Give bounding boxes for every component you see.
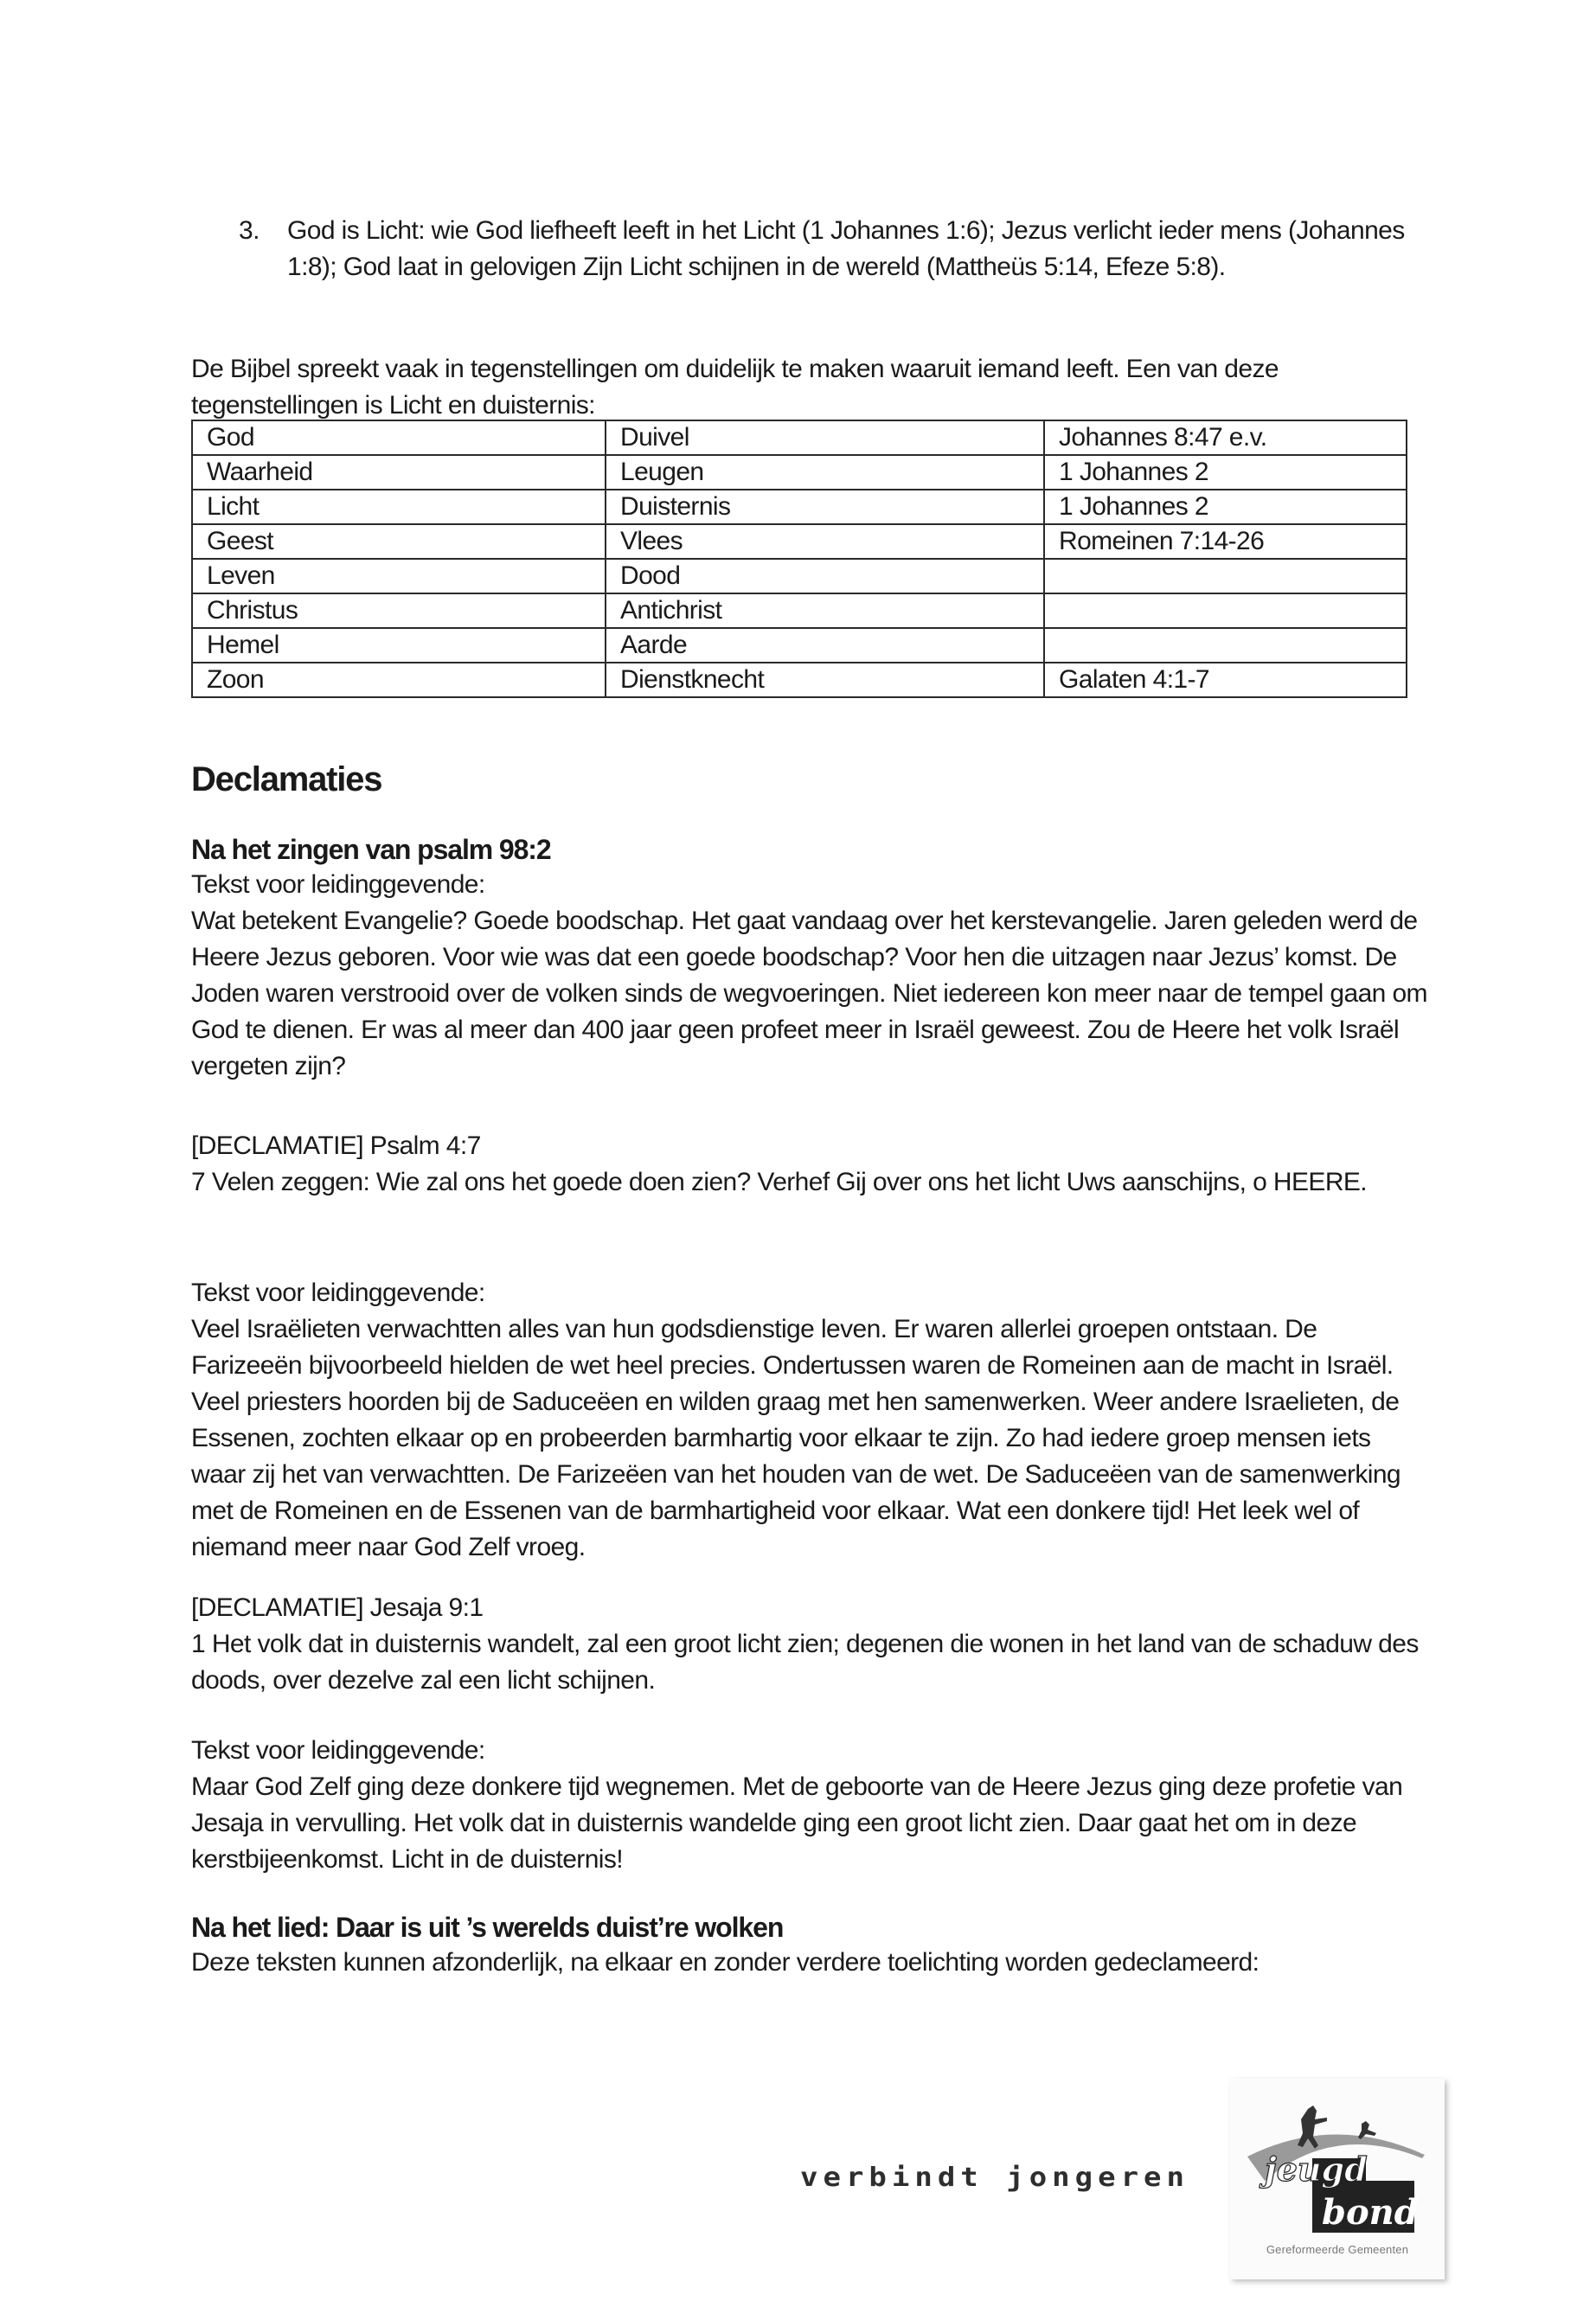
table-cell-opposite: Antichrist: [606, 593, 1044, 628]
logo-word-bond: bond: [1322, 2192, 1419, 2233]
table-cell-reference: Johannes 8:47 e.v.: [1044, 420, 1407, 455]
intro-paragraph: De Bijbel spreekt vaak in tegenstellingen om duidelijk te maken waaruit iemand leeft. Een van deze tegenstellingen is Licht en duisternis:: [191, 355, 1279, 420]
table-cell-opposite: Vlees: [606, 524, 1044, 559]
table-cell-opposite: Duisternis: [606, 490, 1044, 524]
table-cell-concept: Christus: [192, 593, 606, 628]
subheading-song: Na het lied: Daar is uit ’s werelds duist’re wolken: [191, 1912, 784, 1943]
table-cell-concept: Leven: [192, 559, 606, 593]
declamation-text: 7 Velen zeggen: Wie zal ons het goede doen zien? Verhef Gij over ons het licht Uws aanschijns, o HEERE.: [191, 1168, 1368, 1196]
table-row: [192, 559, 1407, 593]
declamation-reference: [DECLAMATIE] Jesaja 9:1: [191, 1593, 484, 1622]
table-row: [192, 663, 1407, 697]
leader-text: Maar God Zelf ging deze donkere tijd wegnemen. Met de geboorte van de Heere Jezus ging deze profetie van Jesaja in vervulling. Het volk dat in duisternis wandelde ging een groot licht zien. Daar gaat het om in deze kerstbijeenkomst. Licht in de duisternis!: [191, 1772, 1403, 1874]
leader-label: Tekst voor leidinggevende:: [191, 1736, 485, 1765]
table-row: [192, 524, 1407, 559]
table-cell-concept: Hemel: [192, 628, 606, 663]
leader-label: Tekst voor leidinggevende:: [191, 1279, 485, 1307]
leader-text-block-3: [191, 1733, 1428, 1878]
leader-text: Wat betekent Evangelie? Goede boodschap. Het gaat vandaag over het kerstevangelie. Jaren geleden werd de Heere Jezus geboren. Voor wie was dat een goede boodschap? Voor hen die uitzagen naar Jezus’ komst. De Joden waren verstrooid over de volken sinds de wegvoeringen. Niet iedereen kon meer naar de tempel gaan om God te dienen. Er was al meer dan 400 jaar geen profeet meer in Israël geweest. Zou de Heere het volk Israël vergeten zijn?: [191, 907, 1427, 1080]
table-cell-reference: [1044, 628, 1407, 663]
table-cell-reference: [1044, 559, 1407, 593]
footer-tagline: verbindt jongeren: [800, 2162, 1189, 2193]
table-cell-reference: [1044, 593, 1407, 628]
table-cell-reference: Romeinen 7:14-26: [1044, 524, 1407, 559]
table-cell-concept: Geest: [192, 524, 606, 559]
table-cell-opposite: Dienstknecht: [606, 663, 1044, 697]
list-item-text: God is Licht: wie God liefheeft leeft in het Licht (1 Johannes 1:6); Jezus verlicht ieder mens (Johannes 1:8); God laat in gelovigen Zijn Licht schijnen in de wereld (Mattheüs 5:14, Efeze 5:8).: [287, 216, 1405, 281]
numbered-list-item: [239, 213, 1415, 285]
table-cell-opposite: Leugen: [606, 455, 1044, 490]
leader-text-block-1: [191, 867, 1428, 1085]
table-cell-reference: 1 Johannes 2: [1044, 455, 1407, 490]
table-cell-reference: Galaten 4:1-7: [1044, 663, 1407, 697]
declamation-block-1: [191, 1128, 1428, 1201]
leader-text-block-2: [191, 1275, 1428, 1566]
declamation-text: 1 Het volk dat in duisternis wandelt, zal een groot licht zien; degenen die wonen in het land van de schaduw des doods, over dezelve zal een licht schijnen.: [191, 1630, 1419, 1695]
table-row: [192, 593, 1407, 628]
contrast-table: [191, 420, 1407, 698]
table-cell-concept: Waarheid: [192, 455, 606, 490]
table-row: [192, 628, 1407, 663]
leader-text: Veel Israëlieten verwachtten alles van hun godsdienstige leven. Er waren allerlei groepen ontstaan. De Farizeeën bijvoorbeeld hielden de wet heel precies. Ondertussen waren de Romeinen aan de macht in Israël. Veel priesters hoorden bij de Saduceëen en wilden graag met hen samenwerken. Weer andere Israelieten, de Essenen, zochten elkaar op en probeerden barmhartig voor elkaar te zijn. Zo had iedere groep mensen iets waar zij het van verwachtten. De Farizeëen van het houden van de wet. De Saduceëen van de samenwerking met de Romeinen en de Essenen van de barmhartigheid voor elkaar. Wat een donkere tijd! Het leek wel of niemand meer naar God Zelf vroeg.: [191, 1315, 1401, 1561]
table-row: [192, 490, 1407, 524]
song-intro-text: Deze teksten kunnen afzonderlijk, na elkaar en zonder verdere toelichting worden gedeclameerd:: [191, 1948, 1259, 1977]
table-cell-concept: God: [192, 420, 606, 455]
subheading-psalm: Na het zingen van psalm 98:2: [191, 834, 551, 865]
section-heading: Declamaties: [191, 760, 382, 798]
jeugdbond-logo: [1230, 2079, 1445, 2279]
table-cell-concept: Zoon: [192, 663, 606, 697]
declamation-reference: [DECLAMATIE] Psalm 4:7: [191, 1131, 481, 1160]
table-cell-concept: Licht: [192, 490, 606, 524]
table-row: [192, 455, 1407, 490]
leader-label: Tekst voor leidinggevende:: [191, 870, 485, 899]
table-cell-opposite: Dood: [606, 559, 1044, 593]
table-row: [192, 420, 1407, 455]
declamation-block-2: [191, 1590, 1428, 1699]
logo-word-jeugd: jeugd: [1265, 2150, 1368, 2189]
table-cell-opposite: Duivel: [606, 420, 1044, 455]
table-cell-reference: 1 Johannes 2: [1044, 490, 1407, 524]
list-number: 3.: [239, 216, 260, 245]
logo-subtitle: Gereformeerde Gemeenten: [1266, 2243, 1409, 2256]
table-cell-opposite: Aarde: [606, 628, 1044, 663]
